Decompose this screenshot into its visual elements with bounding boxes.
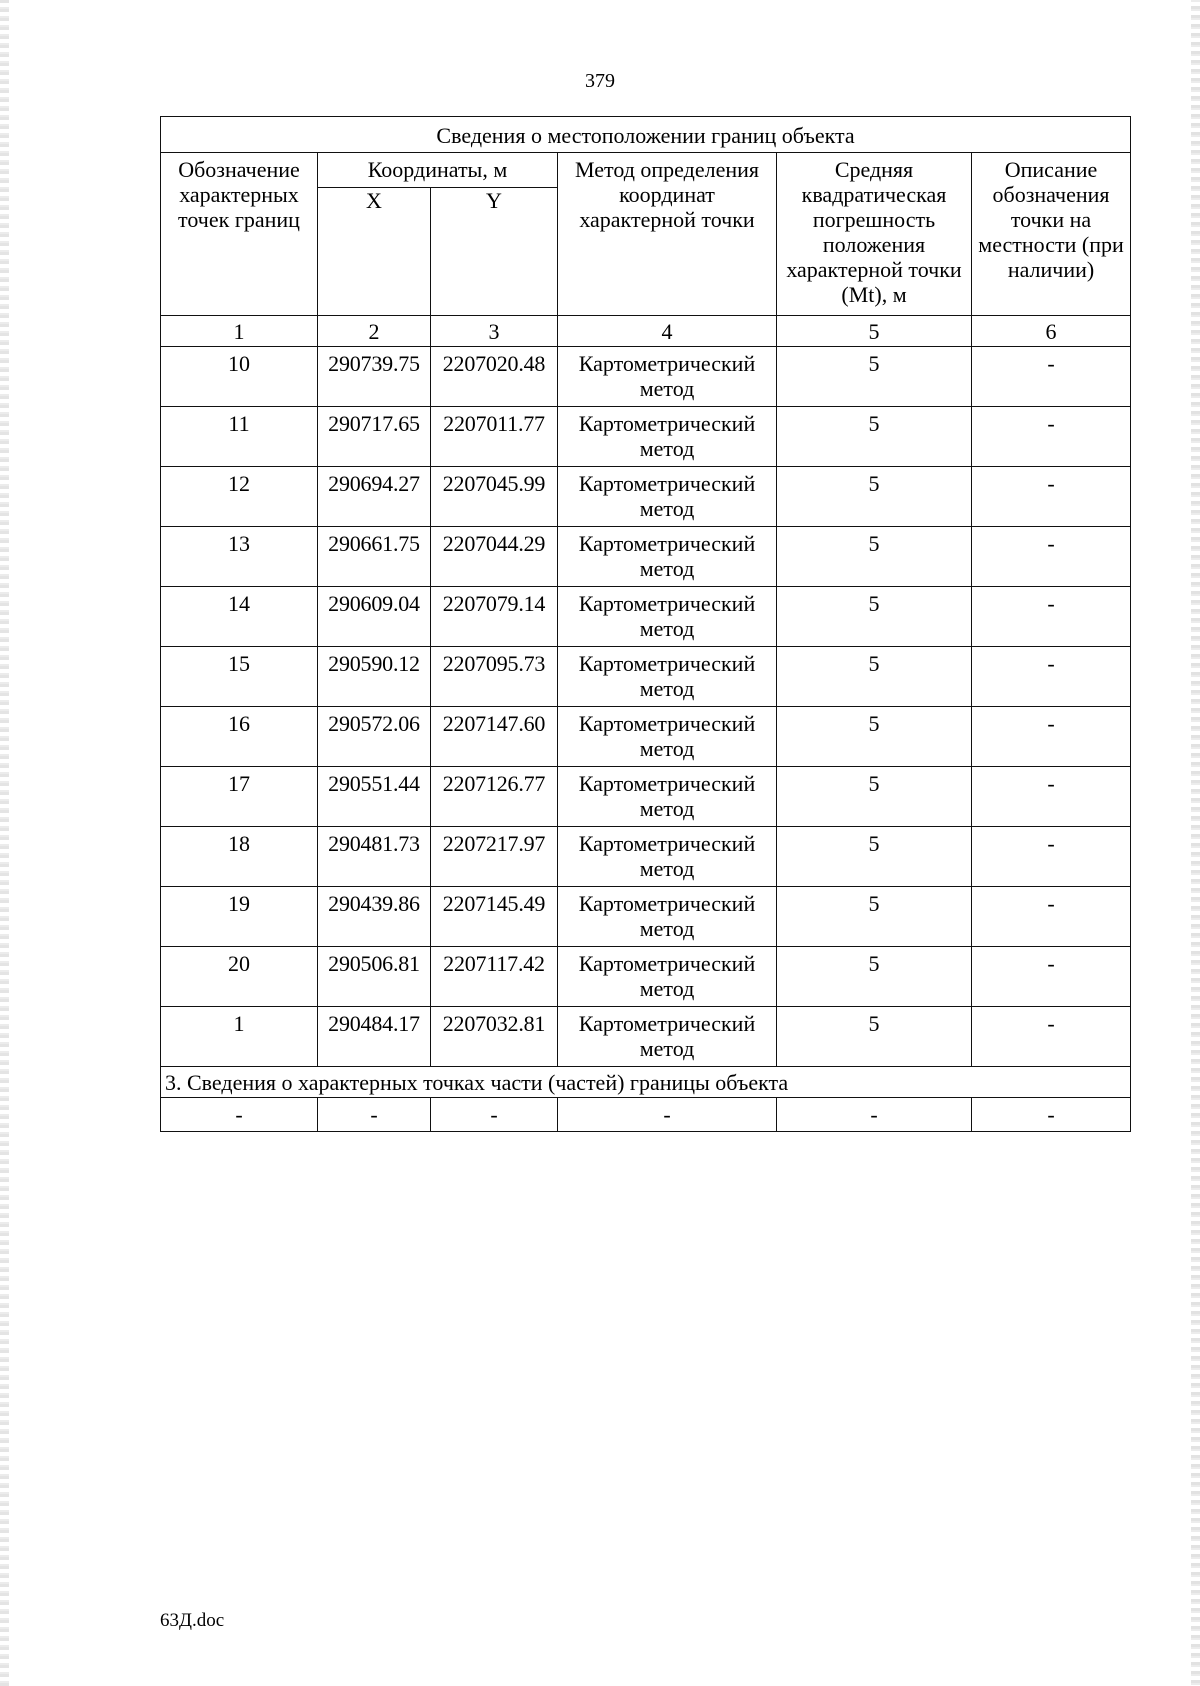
coordinate-y-cell: 2207117.42 [431,947,558,1007]
error-cell: 5 [777,887,972,947]
description-cell: - [972,467,1131,527]
column-number: 4 [558,316,777,347]
description-cell: - [972,587,1131,647]
error-cell: 5 [777,827,972,887]
point-designation-cell: 13 [161,527,318,587]
footer-file-name: 63Д.doc [160,1610,225,1631]
description-cell: - [972,827,1131,887]
error-cell: 5 [777,767,972,827]
coordinate-x-cell: 290609.04 [318,587,431,647]
coordinate-x-cell: 290439.86 [318,887,431,947]
coordinate-y-cell: 2207011.77 [431,407,558,467]
coordinate-x-cell: 290590.12 [318,647,431,707]
coordinate-x-cell: 290506.81 [318,947,431,1007]
description-cell: - [972,887,1131,947]
table-cell: - [431,1098,558,1132]
table-cell: - [558,1098,777,1132]
point-designation-cell: 16 [161,707,318,767]
page-number: 379 [585,70,615,92]
coordinate-y-cell: 2207147.60 [431,707,558,767]
error-cell: 5 [777,467,972,527]
error-cell: 5 [777,1007,972,1067]
description-cell: - [972,767,1131,827]
column-numbers-row [161,316,1131,347]
coordinate-y-cell: 2207095.73 [431,647,558,707]
description-cell: - [972,347,1131,407]
coordinate-x-cell: 290739.75 [318,347,431,407]
header-row-top [161,153,1131,188]
point-designation-cell: 17 [161,767,318,827]
coordinate-y-cell: 2207126.77 [431,767,558,827]
coordinate-y-cell: 2207032.81 [431,1007,558,1067]
description-cell: - [972,1007,1131,1067]
method-cell: Картометрический метод [558,527,777,587]
table-caption: Сведения о местоположении границ объекта [161,117,1131,153]
error-cell: 5 [777,587,972,647]
header-description: Описание обозначения точки на местности (при наличии) [972,153,1131,316]
header-error: Средняя квадратическая погрешность положения характерной точки (Mt), м [777,153,972,316]
point-designation-cell: 10 [161,347,318,407]
table-row [161,767,1131,827]
table-row [161,527,1131,587]
description-cell: - [972,947,1131,1007]
boundary-table-container [160,116,1130,1132]
method-cell: Картометрический метод [558,767,777,827]
header-y: Y [431,188,558,316]
method-cell: Картометрический метод [558,947,777,1007]
error-cell: 5 [777,947,972,1007]
coordinate-y-cell: 2207045.99 [431,467,558,527]
coordinate-y-cell: 2207079.14 [431,587,558,647]
method-cell: Картометрический метод [558,827,777,887]
method-cell: Картометрический метод [558,407,777,467]
table-cell: - [161,1098,318,1132]
method-cell: Картометрический метод [558,467,777,527]
coordinate-x-cell: 290694.27 [318,467,431,527]
column-number: 3 [431,316,558,347]
error-cell: 5 [777,647,972,707]
point-designation-cell: 15 [161,647,318,707]
section3-empty-row [161,1098,1131,1132]
coordinate-x-cell: 290551.44 [318,767,431,827]
coordinate-x-cell: 290717.65 [318,407,431,467]
point-designation-cell: 19 [161,887,318,947]
error-cell: 5 [777,527,972,587]
section3-title-row [161,1067,1131,1098]
table-cell: - [318,1098,431,1132]
boundary-points-table [160,116,1131,1132]
description-cell: - [972,527,1131,587]
point-designation-cell: 1 [161,1007,318,1067]
table-caption-row [161,117,1131,153]
table-row [161,1007,1131,1067]
point-designation-cell: 20 [161,947,318,1007]
table-cell: - [777,1098,972,1132]
method-cell: Картометрический метод [558,347,777,407]
table-row [161,647,1131,707]
coordinate-y-cell: 2207217.97 [431,827,558,887]
section3-title: 3. Сведения о характерных точках части (частей) границы объекта [161,1067,1131,1098]
table-row [161,827,1131,887]
table-row [161,887,1131,947]
description-cell: - [972,407,1131,467]
method-cell: Картометрический метод [558,587,777,647]
error-cell: 5 [777,407,972,467]
header-method: Метод определения координат характерной точки [558,153,777,316]
table-row [161,947,1131,1007]
table-row [161,347,1131,407]
column-number: 6 [972,316,1131,347]
table-row [161,707,1131,767]
method-cell: Картометрический метод [558,887,777,947]
header-coordinates: Координаты, м [318,153,558,188]
table-row [161,467,1131,527]
point-designation-cell: 11 [161,407,318,467]
point-designation-cell: 12 [161,467,318,527]
method-cell: Картометрический метод [558,647,777,707]
error-cell: 5 [777,707,972,767]
point-designation-cell: 18 [161,827,318,887]
table-cell: - [972,1098,1131,1132]
coordinate-y-cell: 2207145.49 [431,887,558,947]
header-x: X [318,188,431,316]
scan-edge-left [0,0,9,1686]
method-cell: Картометрический метод [558,707,777,767]
error-cell: 5 [777,347,972,407]
coordinate-x-cell: 290481.73 [318,827,431,887]
coordinate-x-cell: 290484.17 [318,1007,431,1067]
description-cell: - [972,647,1131,707]
method-cell: Картометрический метод [558,1007,777,1067]
coordinate-y-cell: 2207020.48 [431,347,558,407]
point-designation-cell: 14 [161,587,318,647]
table-row [161,407,1131,467]
description-cell: - [972,707,1131,767]
column-number: 2 [318,316,431,347]
column-number: 5 [777,316,972,347]
coordinate-x-cell: 290572.06 [318,707,431,767]
scan-edge-right [1191,0,1200,1686]
column-number: 1 [161,316,318,347]
coordinate-y-cell: 2207044.29 [431,527,558,587]
table-row [161,587,1131,647]
header-designation: Обозначение характерных точек границ [161,153,318,316]
coordinate-x-cell: 290661.75 [318,527,431,587]
